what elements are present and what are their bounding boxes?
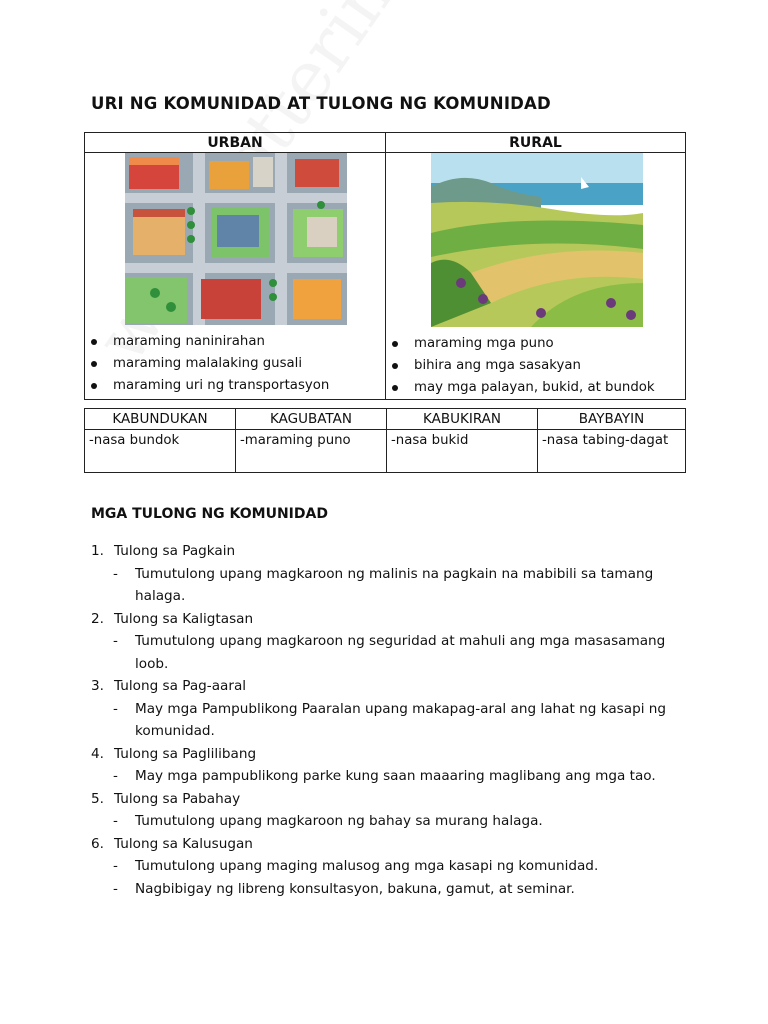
bullet-icon (392, 385, 398, 391)
list-item (91, 675, 691, 698)
list-item (91, 608, 691, 631)
urban-bullet-list (85, 331, 385, 397)
item-detail (91, 878, 691, 901)
detail-text: May mga Pampublikong Paaralan upang makapag-aral ang lahat ng kasapi ng komunidad. (135, 700, 667, 739)
detail-text: Tumutulong upang maging malusog ang mga kasapi ng komunidad. (135, 858, 599, 874)
list-item (91, 743, 691, 766)
dash-icon: - (113, 858, 118, 874)
item-label: Tulong sa Paglilibang (114, 745, 257, 762)
location-cell: -nasa tabing-dagat (538, 430, 686, 473)
location-header: KAGUBATAN (236, 409, 387, 430)
detail-text: May mga pampublikong parke kung saan maaaring maglibang ang mga tao. (135, 768, 656, 784)
detail-text: Tumutulong upang magkaroon ng bahay sa murang halaga. (135, 813, 543, 829)
detail-text: Tumutulong upang magkaroon ng malinis na pagkain na mabibili sa tamang halaga. (135, 565, 654, 604)
item-label: Tulong sa Kaligtasan (114, 610, 254, 627)
location-header: KABUNDUKAN (85, 409, 236, 430)
item-detail (91, 855, 691, 878)
dash-icon: - (113, 813, 118, 829)
location-cell: -maraming puno (236, 430, 387, 473)
list-item (91, 540, 691, 563)
page-title: URI NG KOMUNIDAD AT TULONG NG KOMUNIDAD (91, 94, 551, 113)
item-number: 2. (91, 610, 104, 627)
rural-cell (386, 153, 686, 400)
item-number: 4. (91, 745, 104, 762)
detail-text: Tumutulong upang magkaroon ng seguridad at mahuli ang mga masasamang loob. (135, 633, 666, 672)
location-table (84, 408, 686, 473)
item-label: Tulong sa Kalusugan (114, 835, 253, 852)
list-item: maraming naninirahan (85, 331, 385, 353)
section-title: MGA TULONG NG KOMUNIDAD (91, 506, 328, 522)
list-item: maraming malalaking gusali (85, 353, 385, 375)
item-label: Tulong sa Pabahay (114, 790, 241, 807)
dash-icon: - (113, 768, 118, 784)
bullet-icon (91, 339, 97, 345)
bullet-icon (392, 341, 398, 347)
location-header: BAYBAYIN (538, 409, 686, 430)
rural-farmland-illustration (431, 153, 643, 327)
item-detail (91, 765, 691, 788)
help-list (91, 540, 691, 900)
community-type-table (84, 132, 686, 400)
bullet-icon (392, 363, 398, 369)
list-item: maraming uri ng transportasyon (85, 375, 385, 397)
urban-city-illustration (125, 153, 347, 325)
item-detail (91, 630, 691, 675)
table-row (85, 430, 686, 473)
item-number: 3. (91, 678, 104, 694)
rural-bullet-list (386, 333, 685, 399)
bullet-icon (91, 361, 97, 367)
urban-header: URBAN (85, 133, 386, 153)
item-label: Tulong sa Pag-aaral (114, 678, 247, 694)
location-cell: -nasa bukid (387, 430, 538, 473)
item-detail (91, 698, 691, 743)
dash-icon: - (113, 633, 118, 649)
location-cell: -nasa bundok (85, 430, 236, 473)
dash-icon: - (113, 565, 118, 582)
bullet-icon (91, 383, 97, 389)
list-item (91, 833, 691, 856)
item-detail (91, 563, 691, 608)
urban-cell (85, 153, 386, 400)
rural-header: RURAL (386, 133, 686, 153)
list-item: maraming mga puno (386, 333, 685, 355)
list-item: bihira ang mga sasakyan (386, 355, 685, 377)
item-detail (91, 810, 691, 833)
detail-text: Nagbibigay ng libreng konsultasyon, bakuna, gamut, at seminar. (135, 880, 575, 897)
item-number: 1. (91, 543, 104, 559)
dash-icon: - (113, 880, 118, 897)
list-item (91, 788, 691, 811)
location-header: KABUKIRAN (387, 409, 538, 430)
item-number: 5. (91, 790, 104, 807)
list-item: may mga palayan, bukid, at bundok (386, 377, 685, 399)
dash-icon: - (113, 700, 118, 717)
item-number: 6. (91, 835, 104, 852)
item-label: Tulong sa Pagkain (114, 543, 236, 559)
